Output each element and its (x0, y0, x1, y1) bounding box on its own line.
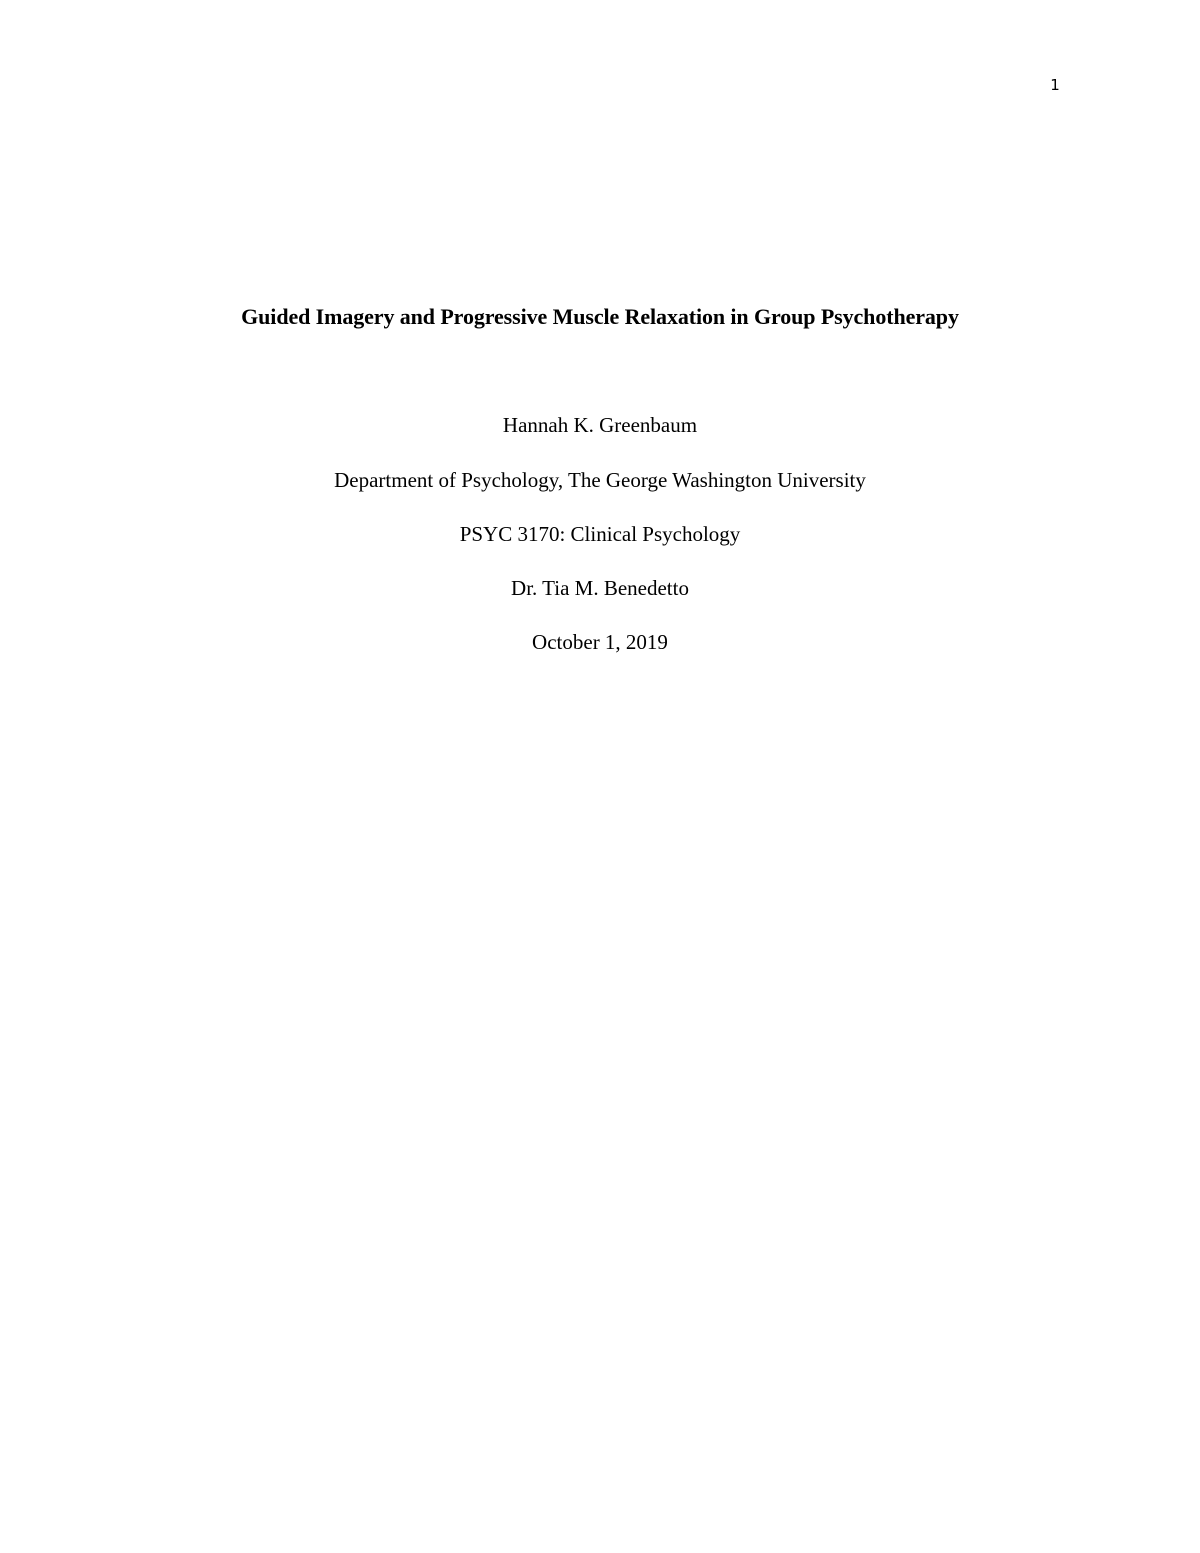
author-affiliation: Department of Psychology, The George Washington University (334, 468, 866, 492)
author-name: Hannah K. Greenbaum (502, 413, 698, 437)
paper-title: Guided Imagery and Progressive Muscle Relaxation in Group Psychotherapy (241, 304, 959, 329)
submission-date: October 1, 2019 (532, 630, 668, 654)
course-name: PSYC 3170: Clinical Psychology (459, 522, 741, 546)
page-number: 1 (1050, 76, 1060, 94)
instructor-name: Dr. Tia M. Benedetto (511, 576, 689, 600)
